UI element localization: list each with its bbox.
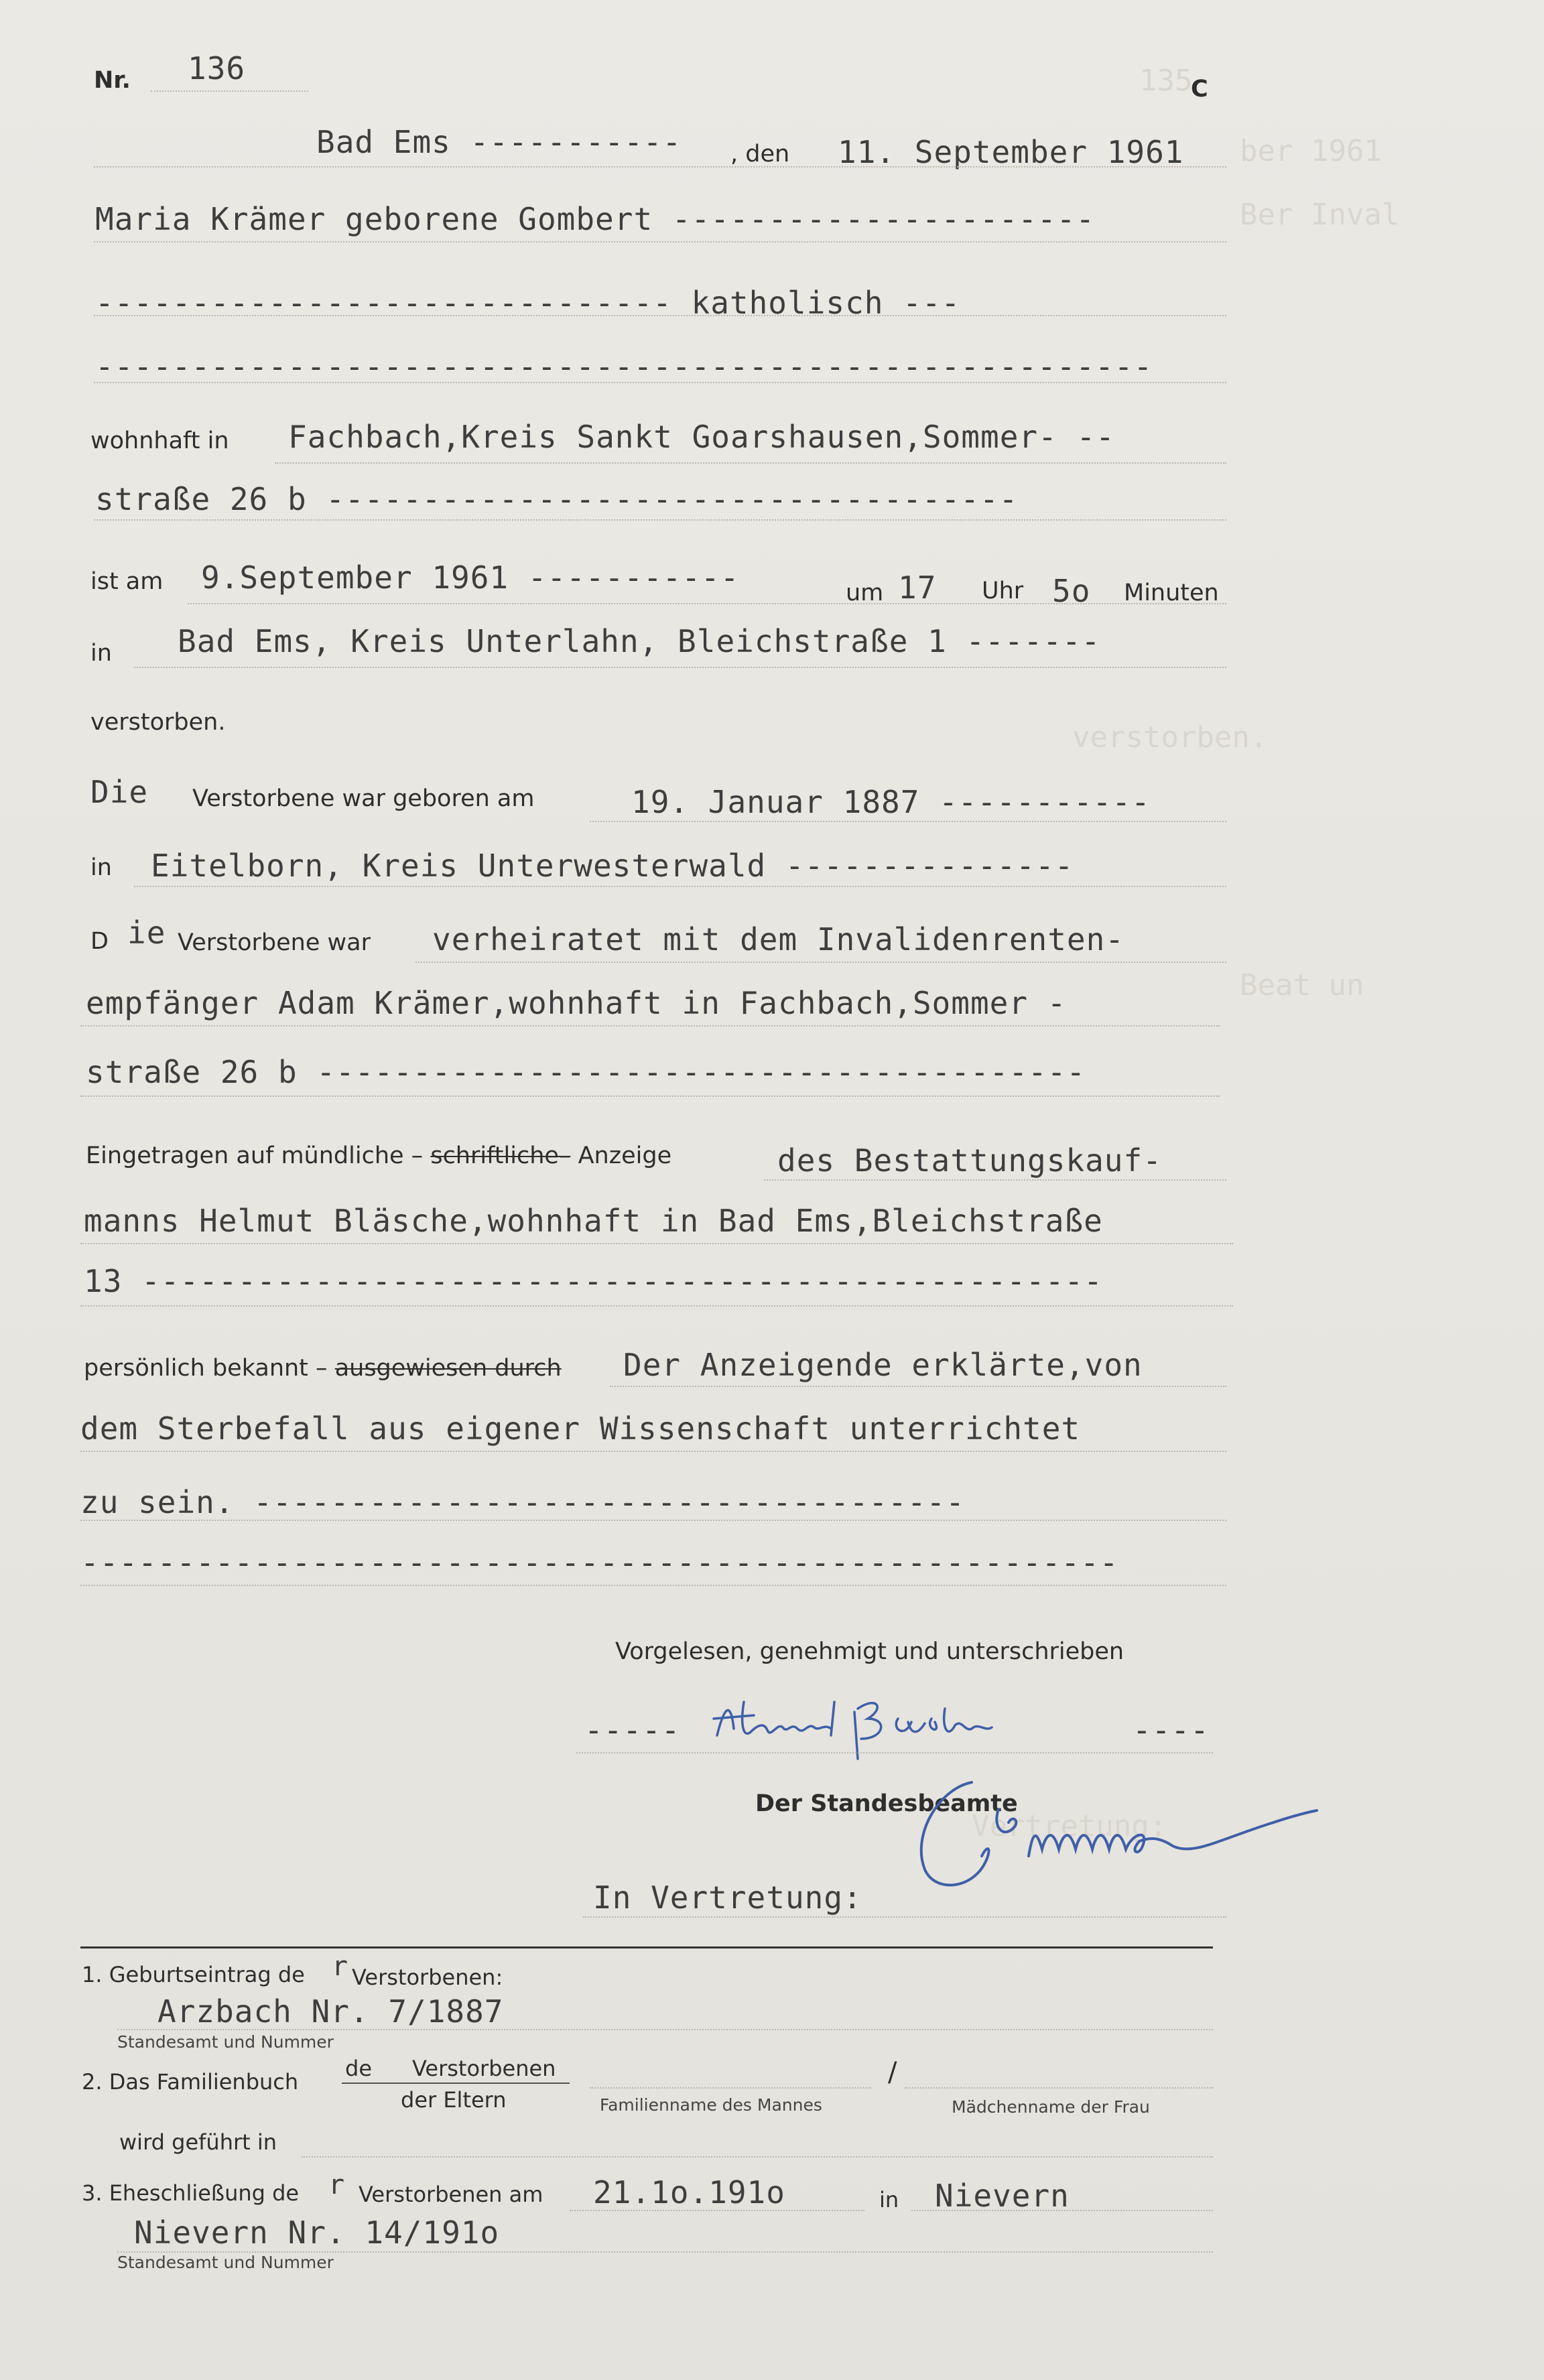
bleed-through-text: Vertretung: <box>972 1809 1167 1843</box>
nr-line <box>151 90 308 92</box>
filler-dashes: ------------------------------------------------------- <box>95 348 1153 385</box>
registration-label <box>86 1142 671 1169</box>
footnote-3-place: Nievern <box>935 2178 1070 2214</box>
entry-number: 136 <box>188 50 246 86</box>
footnote-3-date: 21.1o.191o <box>593 2174 785 2210</box>
footnote-2-verstorbenen: Verstorbenen <box>412 2056 556 2081</box>
uhr-label: Uhr <box>982 578 1024 604</box>
registration-rule-2 <box>80 1243 1233 1244</box>
footnote-2-line <box>302 2156 1213 2158</box>
footnote-separator <box>80 1946 1213 1948</box>
registration-line-3: 13 -------------------------------------------------- <box>84 1263 1103 1299</box>
registration-line-1: des Bestattungskauf- <box>777 1142 1162 1179</box>
identity-line-3: zu sein. ------------------------------------- <box>80 1484 965 1520</box>
birth-label: Verstorbene war geboren am <box>192 785 535 812</box>
footnote-1-suffix: Verstorbenen: <box>352 1965 503 1990</box>
place-of-registration: Bad Ems ----------- <box>316 124 682 160</box>
header-line <box>94 166 1226 168</box>
d-prefix: D <box>90 928 109 955</box>
birth-place-line <box>134 886 1226 887</box>
footnote-2-fraction-bar <box>342 2082 570 2084</box>
registration-line-2: manns Helmut Bläsche,wohnhaft in Bad Ems,Bleichstraße <box>84 1203 1103 1239</box>
marriage-label: Verstorbene war <box>178 929 371 956</box>
footnote-1-line <box>117 2029 1213 2030</box>
nr-label: Nr. <box>94 67 131 94</box>
death-place: Bad Ems, Kreis Unterlahn, Bleichstraße 1 ------- <box>178 623 1101 659</box>
ie-suffix: ie <box>127 915 166 951</box>
footnote-2-caption-woman: Mädchenname der Frau <box>952 2097 1150 2117</box>
footnote-2-de: de <box>345 2056 372 2081</box>
name-line <box>94 241 1226 243</box>
identity-rule-4 <box>80 1585 1226 1586</box>
residence-line-1: Fachbach,Kreis Sankt Goarshausen,Sommer- -- <box>288 419 1115 455</box>
bleed-through-text: ber 1961 <box>1240 134 1382 168</box>
footnote-1-caption: Standesamt und Nummer <box>117 2032 334 2052</box>
death-in-label: in <box>90 640 112 667</box>
identity-rule-3 <box>80 1520 1226 1521</box>
registration-label-struck: schriftliche– <box>430 1142 571 1169</box>
marriage-rule-1 <box>415 962 1226 963</box>
registrar-signature <box>898 1762 1327 1916</box>
footnote-2-line2: wird geführt in <box>119 2129 277 2155</box>
residence-line-2-rule <box>94 519 1226 521</box>
identity-rule-2 <box>80 1451 1226 1452</box>
footnote-3-in: in <box>879 2187 899 2212</box>
footnote-2-man-line <box>590 2087 871 2089</box>
registration-label-suffix: Anzeige <box>578 1142 672 1169</box>
footnote-3-caption: Standesamt und Nummer <box>117 2253 334 2272</box>
footnote-2-eltern: der Eltern <box>401 2087 507 2113</box>
bleed-through-text: verstorben. <box>1072 720 1268 754</box>
birth-place: Eitelborn, Kreis Unterwesterwald --------------- <box>151 848 1074 884</box>
identity-label-prefix: persönlich bekannt – <box>84 1355 328 1382</box>
um-label: um <box>846 580 884 606</box>
identity-line-4: ------------------------------------------------------ <box>80 1544 1119 1581</box>
read-approved-label: Vorgelesen, genehmigt und unterschrieben <box>615 1638 1124 1665</box>
death-date-line <box>188 603 1226 604</box>
identity-rule-1 <box>610 1386 1226 1387</box>
informant-signature <box>704 1682 1146 1762</box>
corner-mark: C <box>1191 76 1208 103</box>
footnote-2-label: 2. Das Familienbuch <box>82 2069 299 2095</box>
registrar-label: Der Standesbeamte <box>755 1790 1018 1817</box>
marriage-rule-3 <box>80 1096 1220 1097</box>
marriage-line-2: empfänger Adam Krämer,wohnhaft in Fachbach,Sommer - <box>86 985 1067 1021</box>
die-prefix: Die <box>90 774 149 810</box>
birth-in-label: in <box>90 854 112 881</box>
marriage-rule-2 <box>80 1025 1220 1027</box>
death-place-line <box>134 667 1226 668</box>
footnote-3-r: r <box>328 2170 346 2200</box>
deceased-name: Maria Krämer geborene Gombert ---------------------- <box>95 201 1096 237</box>
footnote-1-label <box>82 1962 305 1987</box>
footnote-1-value: Arzbach Nr. 7/1887 <box>157 1993 504 2030</box>
bleed-through-text: Ber Inval <box>1240 198 1400 232</box>
religion: ------------------------------ katholisch --- <box>95 285 961 321</box>
footnote-1-prefix: 1. Geburtseintrag de <box>82 1962 305 1987</box>
registration-label-prefix: Eingetragen auf mündliche – <box>86 1142 424 1169</box>
identity-line-2: dem Sterbefall aus eigener Wissenschaft unterrichtet <box>80 1410 1081 1447</box>
registration-rule-1 <box>764 1179 1226 1181</box>
registration-rule-3 <box>80 1305 1233 1307</box>
death-minutes: 5o <box>1052 573 1091 609</box>
deputy-label: In Vertretung: <box>593 1879 862 1916</box>
informant-signature-line <box>576 1752 1213 1754</box>
footnote-3-suffix: Verstorbenen am <box>359 2182 543 2207</box>
bleed-through-text: 135 <box>1139 64 1193 98</box>
identity-label <box>84 1355 562 1382</box>
footnote-2-slash: / <box>888 2057 897 2088</box>
footnote-3-place-line <box>911 2210 1213 2211</box>
filler-line <box>94 382 1226 383</box>
birth-date-line <box>590 821 1226 822</box>
footnote-1-r: r <box>332 1951 349 1982</box>
ist-am-label: ist am <box>90 568 164 595</box>
death-date: 9.September 1961 ----------- <box>201 559 740 596</box>
marriage-line-3: straße 26 b ---------------------------------------- <box>86 1054 1086 1090</box>
footnote-3-date-line <box>570 2210 864 2211</box>
identity-line-1: Der Anzeigende erklärte,von <box>623 1347 1143 1383</box>
residence-line-2: straße 26 b ------------------------------------ <box>95 481 1019 517</box>
den-label: , den <box>730 141 790 168</box>
footnote-3-value: Nievern Nr. 14/191o <box>134 2214 500 2251</box>
religion-line <box>94 315 1226 316</box>
footnote-2-caption-man: Familienname des Mannes <box>600 2095 822 2115</box>
residence-line <box>275 462 1226 464</box>
footnote-2-woman-line <box>905 2087 1213 2089</box>
informant-dashes-left: ----- <box>584 1712 681 1748</box>
death-hour: 17 <box>898 570 937 606</box>
marriage-line-1: verheiratet mit dem Invalidenrenten- <box>432 921 1124 957</box>
wohnhaft-label: wohnhaft in <box>90 427 229 454</box>
birth-date: 19. Januar 1887 ----------- <box>631 784 1151 820</box>
identity-label-struck: ausgewiesen durch <box>334 1355 562 1382</box>
footnote-3-label: 3. Eheschließung de <box>82 2180 300 2206</box>
informant-dashes-right: ---- <box>1133 1712 1210 1748</box>
registrar-signature-line <box>583 1916 1226 1918</box>
verstorben-label: verstorben. <box>90 709 226 736</box>
registration-date: 11. September 1961 <box>838 134 1184 170</box>
bleed-through-text: Beat un <box>1240 968 1364 1002</box>
minuten-label: Minuten <box>1124 580 1219 606</box>
